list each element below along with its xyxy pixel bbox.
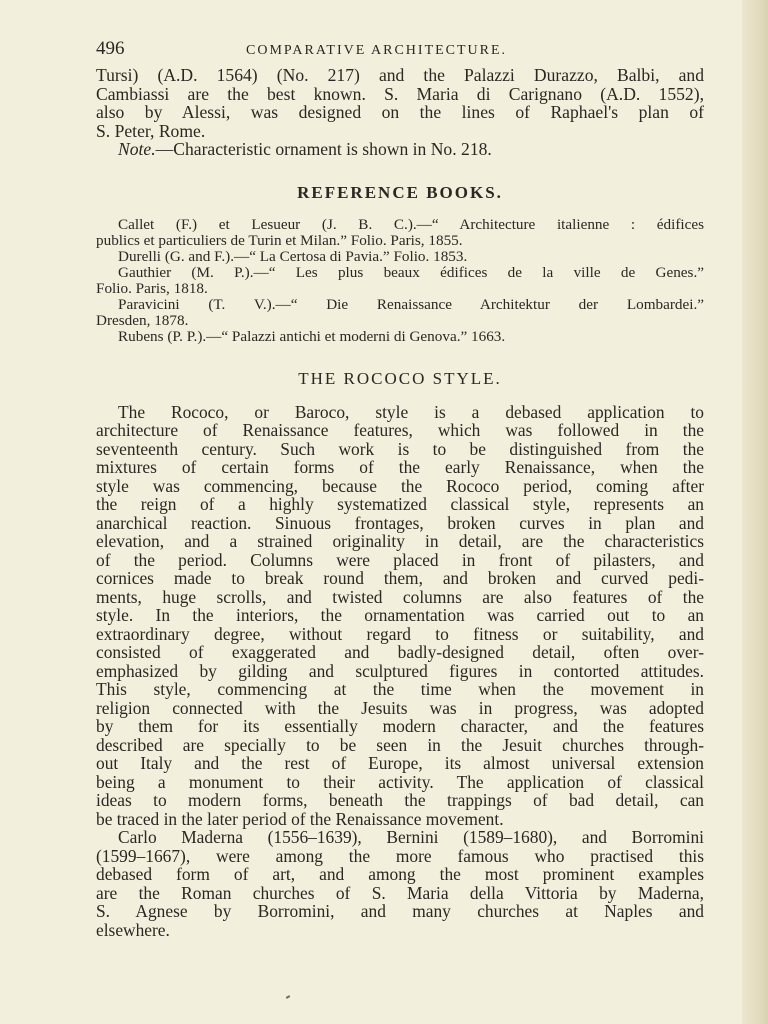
reference-entry <box>96 249 704 265</box>
reference-line: Callet (F.) et Lesueur (J. B. C.).—“ Architecture italienne : édifices <box>118 215 704 233</box>
note-label: Note. <box>118 139 156 160</box>
body-line: out Italy and the rest of Europe, its almost universal extension <box>96 753 704 774</box>
body-line: debased form of art, and among the most prominent examples <box>96 864 704 885</box>
reference-entry <box>96 217 704 249</box>
reference-line: Paravicini (T. V.).—“ Die Renaissance Architektur der Lombardei.” <box>118 295 704 313</box>
body-line: emphasized by gilding and sculptured figures in contorted attitudes. <box>96 660 704 681</box>
body-line: elsewhere. <box>96 919 170 940</box>
body-line: anarchical reaction. Sinuous frontages, broken curves in plan and <box>96 512 704 533</box>
body-line: This style, commencing at the time when the movement in <box>96 679 704 700</box>
reference-line: Durelli (G. and F.).—“ La Certosa di Pavia.” Folio. 1853. <box>118 247 468 265</box>
body-line: (1599–1667), were among the more famous who practised this <box>96 845 704 866</box>
reference-list <box>96 217 704 345</box>
rococo-body <box>96 403 704 940</box>
intro-line: Cambiassi are the best known. S. Maria di Carignano (A.D. 1552), <box>96 83 704 104</box>
body-line: the reign of a highly systematized classical style, represents an <box>96 494 704 515</box>
body-line: be traced in the later period of the Renaissance movement. <box>96 808 504 829</box>
body-line: consisted of exaggerated and badly-designed detail, often over- <box>96 642 704 663</box>
page-edge-shadow <box>742 0 768 1024</box>
body-line: ments, huge scrolls, and twisted columns are also features of the <box>96 586 704 607</box>
reference-entry <box>96 265 704 297</box>
rococo-style-heading: THE ROCOCO STYLE. <box>298 368 502 388</box>
reference-line: Gauthier (M. P.).—“ Les plus beaux édifices de la ville de Genes.” <box>118 263 704 281</box>
reference-entry <box>96 297 704 329</box>
intro-line: S. Peter, Rome. <box>96 120 206 141</box>
body-line: style. In the interiors, the ornamentation was carried out to an <box>96 605 704 626</box>
reference-line: publics et particuliers de Turin et Milan.” Folio. Paris, 1855. <box>96 231 463 249</box>
body-line: ideas to modern forms, beneath the trappings of bad detail, can <box>96 790 704 811</box>
print-speck <box>286 995 290 999</box>
body-line: style was commencing, because the Rococo period, coming after <box>96 475 704 496</box>
running-head <box>96 38 704 66</box>
note-line <box>96 140 704 159</box>
body-line: seventeenth century. Such work is to be distinguished from the <box>96 438 704 459</box>
body-line: religion connected with the Jesuits was in progress, was adopted <box>96 697 704 718</box>
rococo-paragraph-1 <box>96 403 704 829</box>
rococo-paragraph-2 <box>96 828 704 939</box>
body-line: S. Agnese by Borromini, and many churches at Naples and <box>96 901 704 922</box>
running-title: COMPARATIVE ARCHITECTURE. <box>246 43 508 58</box>
body-line: of the period. Columns were placed in front of pilasters, and <box>96 549 704 570</box>
body-line: by them for its essentially modern character, and the features <box>96 716 704 737</box>
reference-entry <box>96 329 704 345</box>
reference-line: Rubens (P. P.).—“ Palazzi antichi et moderni di Genova.” 1663. <box>118 327 506 345</box>
body-line: Carlo Maderna (1556–1639), Bernini (1589–1680), and Borromini <box>118 827 704 848</box>
reference-line: Folio. Paris, 1818. <box>96 279 208 297</box>
reference-line: Dresden, 1878. <box>96 311 189 329</box>
body-line: The Rococo, or Baroco, style is a debased application to <box>118 401 704 422</box>
intro-paragraph <box>96 66 704 159</box>
body-line: described are specially to be seen in the Jesuit churches through- <box>96 734 704 755</box>
body-line: mixtures of certain forms of the early Renaissance, when the <box>96 457 704 478</box>
intro-line: also by Alessi, was designed on the lines of Raphael's plan of <box>96 102 704 123</box>
body-line: elevation, and a strained originality in detail, are the characteristics <box>96 531 704 552</box>
body-line: extraordinary degree, without regard to fitness or suitability, and <box>96 623 704 644</box>
reference-books-heading: REFERENCE BOOKS. <box>297 182 503 202</box>
intro-line: Tursi) (A.D. 1564) (No. 217) and the Palazzi Durazzo, Balbi, and <box>96 65 704 85</box>
note-text: —Characteristic ornament is shown in No. 218. <box>155 139 492 160</box>
body-line: architecture of Renaissance features, which was followed in the <box>96 420 704 441</box>
body-line: being a monument to their activity. The application of classical <box>96 771 704 792</box>
body-line: cornices made to break round them, and broken and curved pedi- <box>96 568 704 589</box>
page-number: 496 <box>96 38 125 59</box>
book-page <box>96 38 704 939</box>
body-line: are the Roman churches of S. Maria della Vittoria by Maderna, <box>96 882 704 903</box>
